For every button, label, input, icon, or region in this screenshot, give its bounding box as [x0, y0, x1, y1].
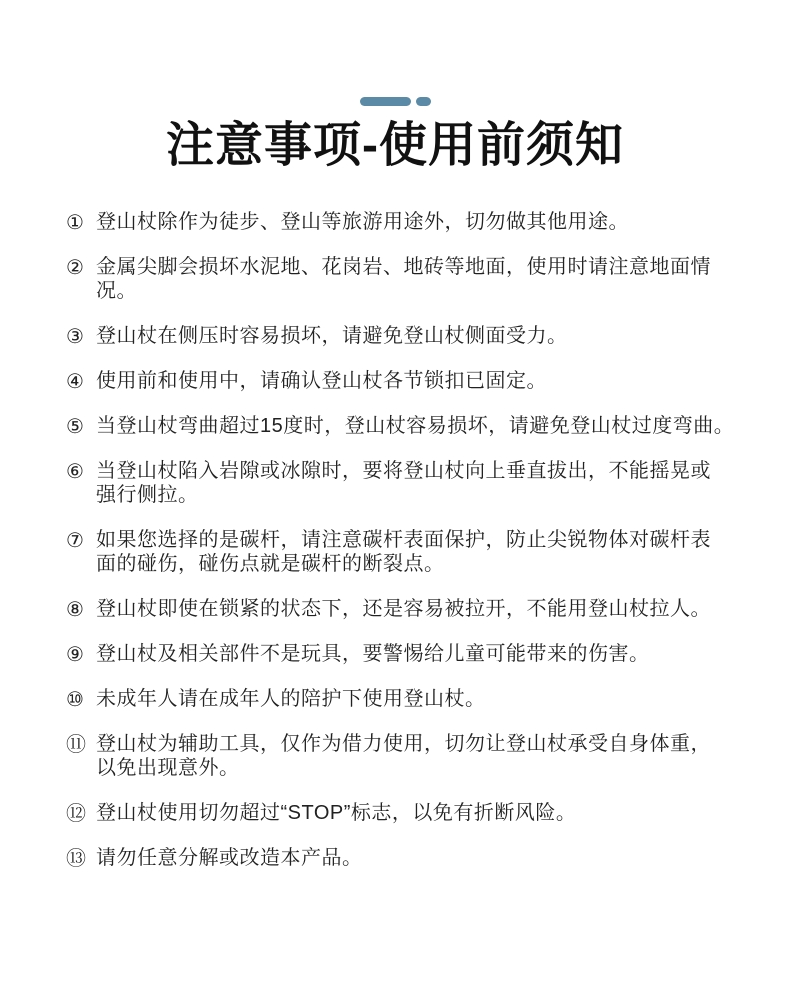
notice-text — [96, 732, 770, 780]
accent-bar-short — [416, 97, 431, 106]
notice-number: ① — [66, 210, 84, 234]
notice-line: 如果您选择的是碳杆，请注意碳杆表面保护，防止尖锐物体对碳杆表 — [96, 529, 711, 551]
notice-number: ⑤ — [66, 414, 84, 438]
accent-bar-long — [360, 97, 411, 106]
notice-item — [66, 846, 770, 870]
notice-text — [96, 528, 770, 576]
notice-line: 登山杖为辅助工具，仅作为借力使用，切勿让登山杖承受自身体重， — [96, 733, 711, 755]
notice-number: ⑨ — [66, 642, 84, 666]
notice-line: 以免出现意外。 — [96, 757, 240, 779]
notice-text — [96, 846, 770, 870]
notice-item — [66, 414, 770, 438]
notice-item — [66, 324, 770, 348]
notice-item — [66, 642, 770, 666]
notice-line: 未成年人请在成年人的陪护下使用登山杖。 — [96, 688, 486, 710]
notice-line: 使用前和使用中，请确认登山杖各节锁扣已固定。 — [96, 370, 547, 392]
notice-number: ③ — [66, 324, 84, 348]
notice-line: 金属尖脚会损坏水泥地、花岗岩、地砖等地面，使用时请注意地面情 — [96, 256, 711, 278]
notice-number: ⑫ — [66, 801, 86, 825]
notice-number: ⑦ — [66, 528, 84, 552]
notice-text — [96, 255, 770, 303]
notice-text — [96, 597, 770, 621]
notice-line: 登山杖使用切勿超过“STOP”标志，以免有折断风险。 — [96, 802, 577, 824]
notice-item — [66, 210, 770, 234]
notice-text — [96, 801, 770, 825]
notice-text — [96, 459, 770, 507]
notice-text — [96, 324, 770, 348]
notice-number: ⑧ — [66, 597, 84, 621]
notice-number: ② — [66, 255, 84, 279]
notice-item — [66, 597, 770, 621]
notice-line: 登山杖即使在锁紧的状态下，还是容易被拉开，不能用登山杖拉人。 — [96, 598, 711, 620]
notice-line: 况。 — [96, 280, 137, 302]
title-accent-bars — [0, 97, 790, 106]
notice-number: ⑥ — [66, 459, 84, 483]
notice-number: ④ — [66, 369, 84, 393]
notice-item — [66, 801, 770, 825]
notice-item — [66, 459, 770, 507]
notice-text — [96, 210, 770, 234]
notice-text — [96, 687, 770, 711]
notice-line: 强行侧拉。 — [96, 484, 199, 506]
notice-line: 当登山杖陷入岩隙或冰隙时，要将登山杖向上垂直拔出，不能摇晃或 — [96, 460, 711, 482]
notice-text — [96, 642, 770, 666]
notice-line: 登山杖及相关部件不是玩具，要警惕给儿童可能带来的伤害。 — [96, 643, 650, 665]
notice-item — [66, 369, 770, 393]
notice-line: 登山杖在侧压时容易损坏，请避免登山杖侧面受力。 — [96, 325, 568, 347]
notice-item — [66, 687, 770, 711]
notice-text — [96, 369, 770, 393]
notice-line: 当登山杖弯曲超过15度时，登山杖容易损坏，请避免登山杖过度弯曲。 — [96, 415, 735, 437]
page-title: 注意事项-使用前须知 — [166, 119, 624, 172]
notice-number: ⑬ — [66, 846, 86, 870]
notice-item — [66, 528, 770, 576]
notice-line: 登山杖除作为徒步、登山等旅游用途外，切勿做其他用途。 — [96, 211, 629, 233]
notice-number: ⑩ — [66, 687, 84, 711]
notice-item — [66, 255, 770, 303]
notice-line: 面的碰伤，碰伤点就是碳杆的断裂点。 — [96, 553, 445, 575]
notice-list — [66, 210, 770, 891]
notice-number: ⑪ — [66, 732, 86, 756]
notice-line: 请勿任意分解或改造本产品。 — [96, 847, 363, 869]
notice-item — [66, 732, 770, 780]
notice-text — [96, 414, 770, 438]
